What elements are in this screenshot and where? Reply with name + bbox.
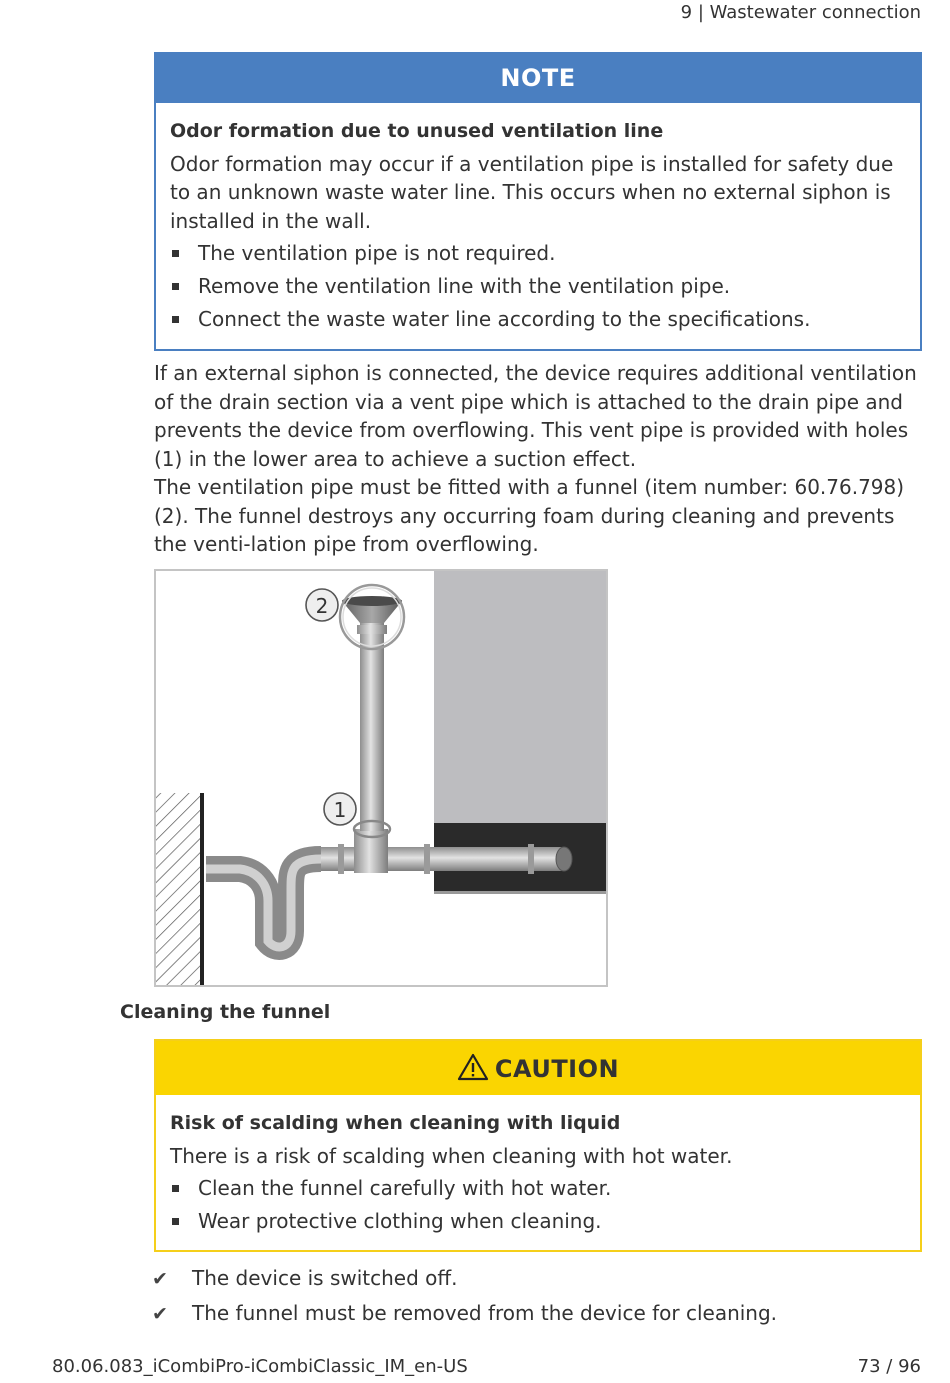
vent-pipe-drawing — [156, 571, 606, 985]
vent-pipe — [360, 621, 384, 831]
body-text — [154, 359, 924, 559]
vent-pipe-illustration — [154, 569, 608, 987]
note-bullet-list — [170, 239, 906, 334]
wall-line — [200, 793, 204, 985]
body-paragraph-1: If an external siphon is connected, the device requires additional ventilation of the drain section via a vent pipe which is attached to the drain pipe and prevents the device from overflowing. This vent pipe is provided with holes (1) in the lower area to achieve a suction effect. — [154, 361, 917, 471]
checkmark-icon: ✔ — [152, 1303, 168, 1325]
page-header-section: 9 | Wastewater connection — [680, 2, 921, 23]
prerequisite-text: The funnel must be removed from the device for cleaning. — [192, 1301, 778, 1325]
checkmark-icon: ✔ — [152, 1268, 168, 1290]
footer-doc-id: 80.06.083_iCombiPro-iCombiClassic_IM_en-US — [52, 1356, 468, 1377]
list-item — [150, 1264, 777, 1299]
list-item: Connect the waste water line according to the specifications. — [170, 305, 906, 334]
cleaning-heading: Cleaning the funnel — [120, 1001, 331, 1023]
warning-triangle-icon — [457, 1053, 489, 1081]
caution-title: Risk of scalding when cleaning with liquid — [170, 1112, 621, 1134]
list-item: The ventilation pipe is not required. — [170, 239, 906, 268]
callout-1-label: 1 — [333, 798, 347, 822]
prerequisite-list — [150, 1264, 777, 1334]
caution-text: There is a risk of scalding when cleaning with hot water. — [170, 1143, 733, 1168]
note-banner: NOTE — [156, 54, 920, 103]
note-title: Odor formation due to unused ventilation line — [170, 120, 664, 142]
body-paragraph-2: The ventilation pipe must be fitted with a funnel (item number: 60.76.798) (2). The funnel destroys any occurring foam during cleaning and prevents the venti-lation pipe from overflowing. — [154, 475, 905, 556]
caution-box — [154, 1039, 922, 1252]
callout-2 — [306, 589, 338, 621]
list-item: Clean the funnel carefully with hot water. — [170, 1174, 906, 1203]
callout-1 — [324, 793, 356, 825]
note-text: Odor formation may occur if a ventilation pipe is installed for safety due to an unknown waste water line. This occurs when no external siphon is installed in the wall. — [170, 151, 894, 233]
prerequisite-text: The device is switched off. — [192, 1266, 458, 1290]
list-item: Wear protective clothing when cleaning. — [170, 1207, 906, 1236]
list-item — [150, 1299, 777, 1334]
footer-page-number: 73 / 96 — [857, 1356, 921, 1377]
device-cabinet — [434, 571, 606, 823]
callout-2-label: 2 — [315, 594, 329, 618]
caution-label: CAUTION — [494, 1055, 620, 1083]
wall-hatching — [156, 793, 202, 985]
caution-banner — [156, 1041, 920, 1095]
note-box — [154, 52, 922, 351]
list-item: Remove the ventilation line with the ventilation pipe. — [170, 272, 906, 301]
caution-bullet-list — [170, 1174, 906, 1236]
